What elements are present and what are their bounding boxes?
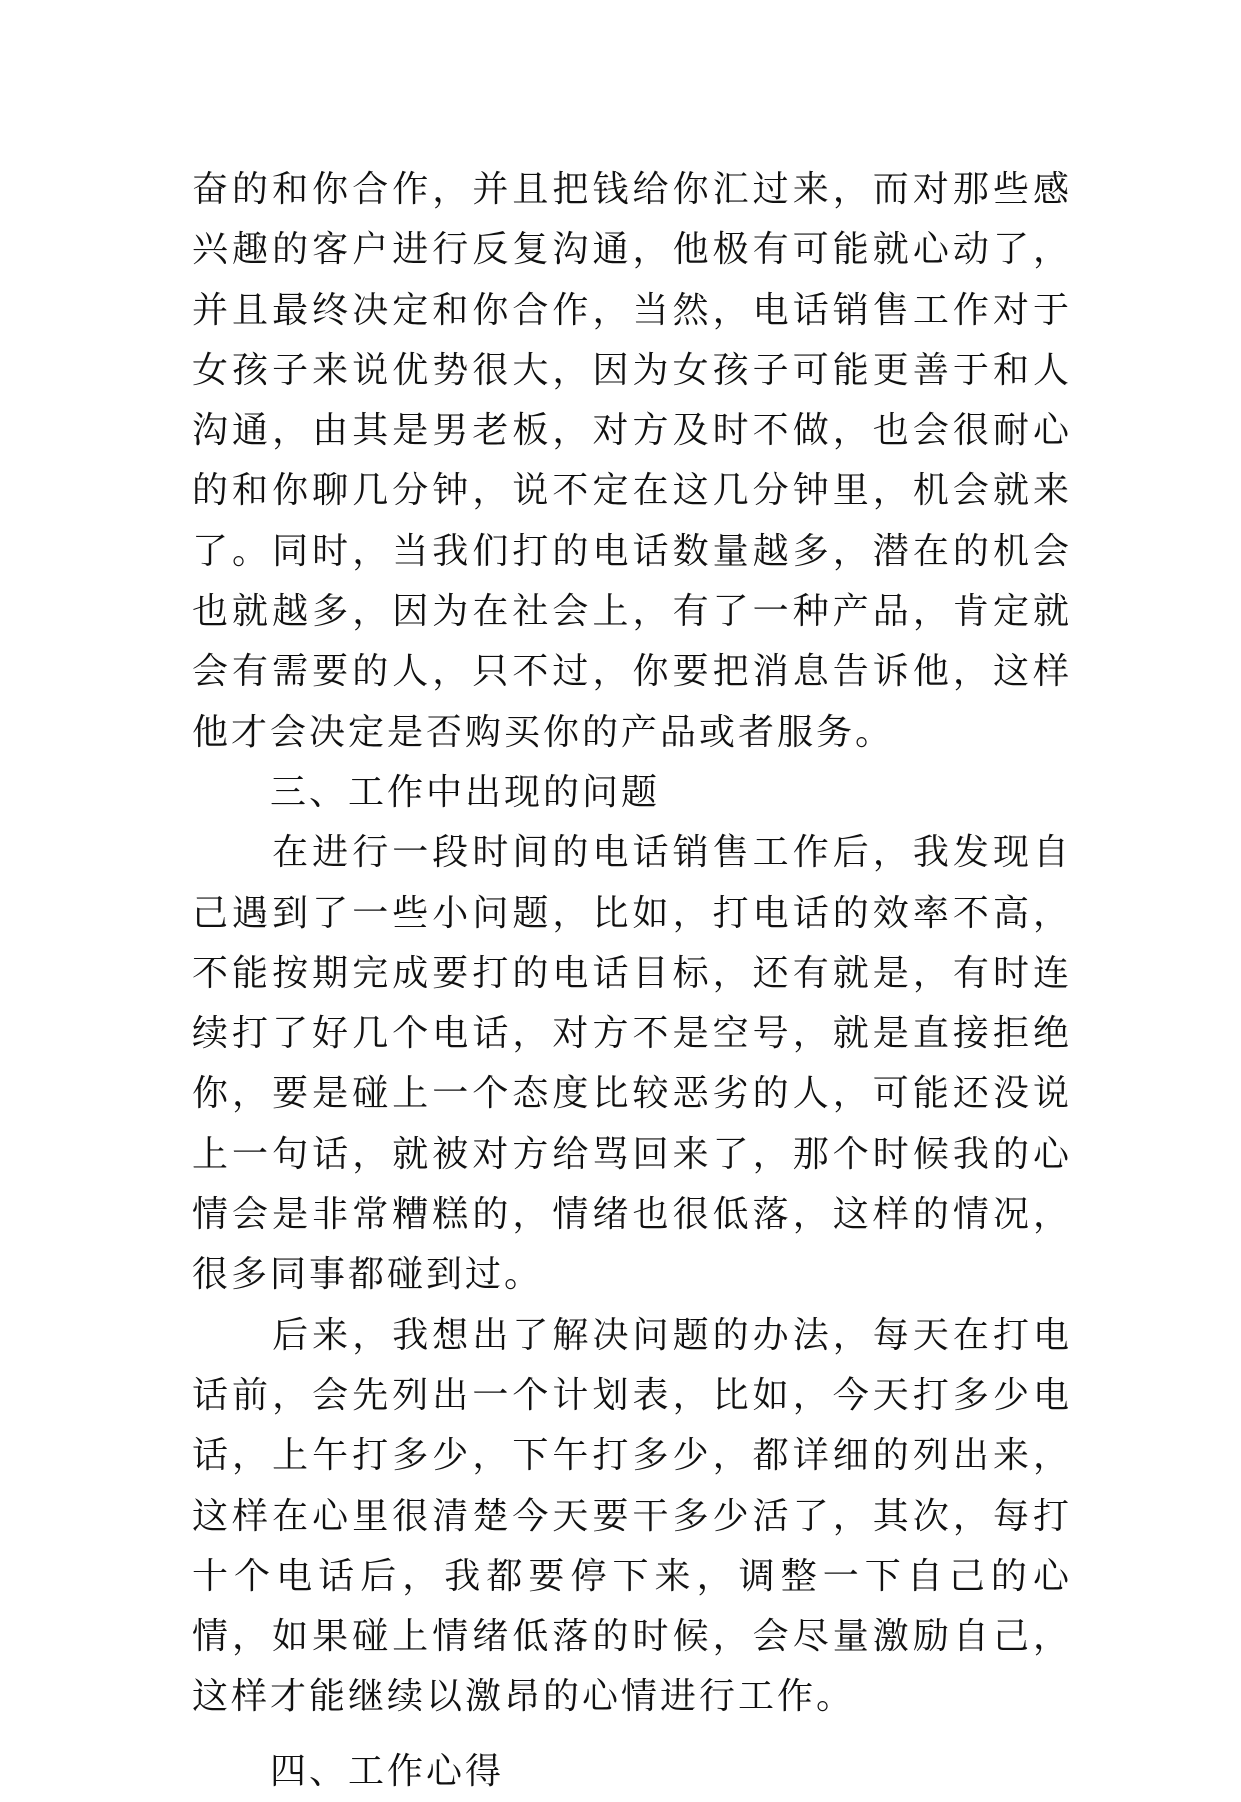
section-heading-4: 四、工作心得 xyxy=(192,1750,505,1792)
paragraph-continuation: 奋的和你合作，并且把钱给你汇过来，而对那些感兴趣的客户进行反复沟通，他极有可能就心动了，并且最终决定和你合作，当然，电话销售工作对于女孩子来说优势很大，因为女孩子可能更善于和人沟通，由其是男老板，对方及时不做，也会很耐心的和你聊几分钟，说不定在这几分钟里，机会就来了。同时，当我们打的电话数量越多，潜在的机会也就越多，因为在社会上，有了一种产品，肯定就会有需要的人，只不过，你要把消息告诉他，这样他才会决定是否购买你的产品或者服务。 xyxy=(192,169,1072,753)
paragraph-problems: 在进行一段时间的电话销售工作后，我发现自己遇到了一些小问题，比如，打电话的效率不高，不能按期完成要打的电话目标，还有就是，有时连续打了好几个电话，对方不是空号，就是直接拒绝你，要是碰上一个态度比较恶劣的人，可能还没说上一句话，就被对方给骂回来了，那个时候我的心情会是非常糟糕的，情绪也很低落，这样的情况，很多同事都碰到过。 xyxy=(192,832,1072,1296)
paragraph-solution: 后来，我想出了解决问题的办法，每天在打电话前，会先列出一个计划表，比如，今天打多少电话，上午打多少，下午打多少，都详细的列出来，这样在心里很清楚今天要干多少活了，其次，每打十个电话后，我都要停下来，调整一下自己的心情，如果碰上情绪低落的时候，会尽量激励自己，这样才能继续以激昂的心情进行工作。 xyxy=(192,1314,1072,1718)
document-body xyxy=(192,160,1072,1802)
section-heading-3: 三、工作中出现的问题 xyxy=(192,771,661,813)
